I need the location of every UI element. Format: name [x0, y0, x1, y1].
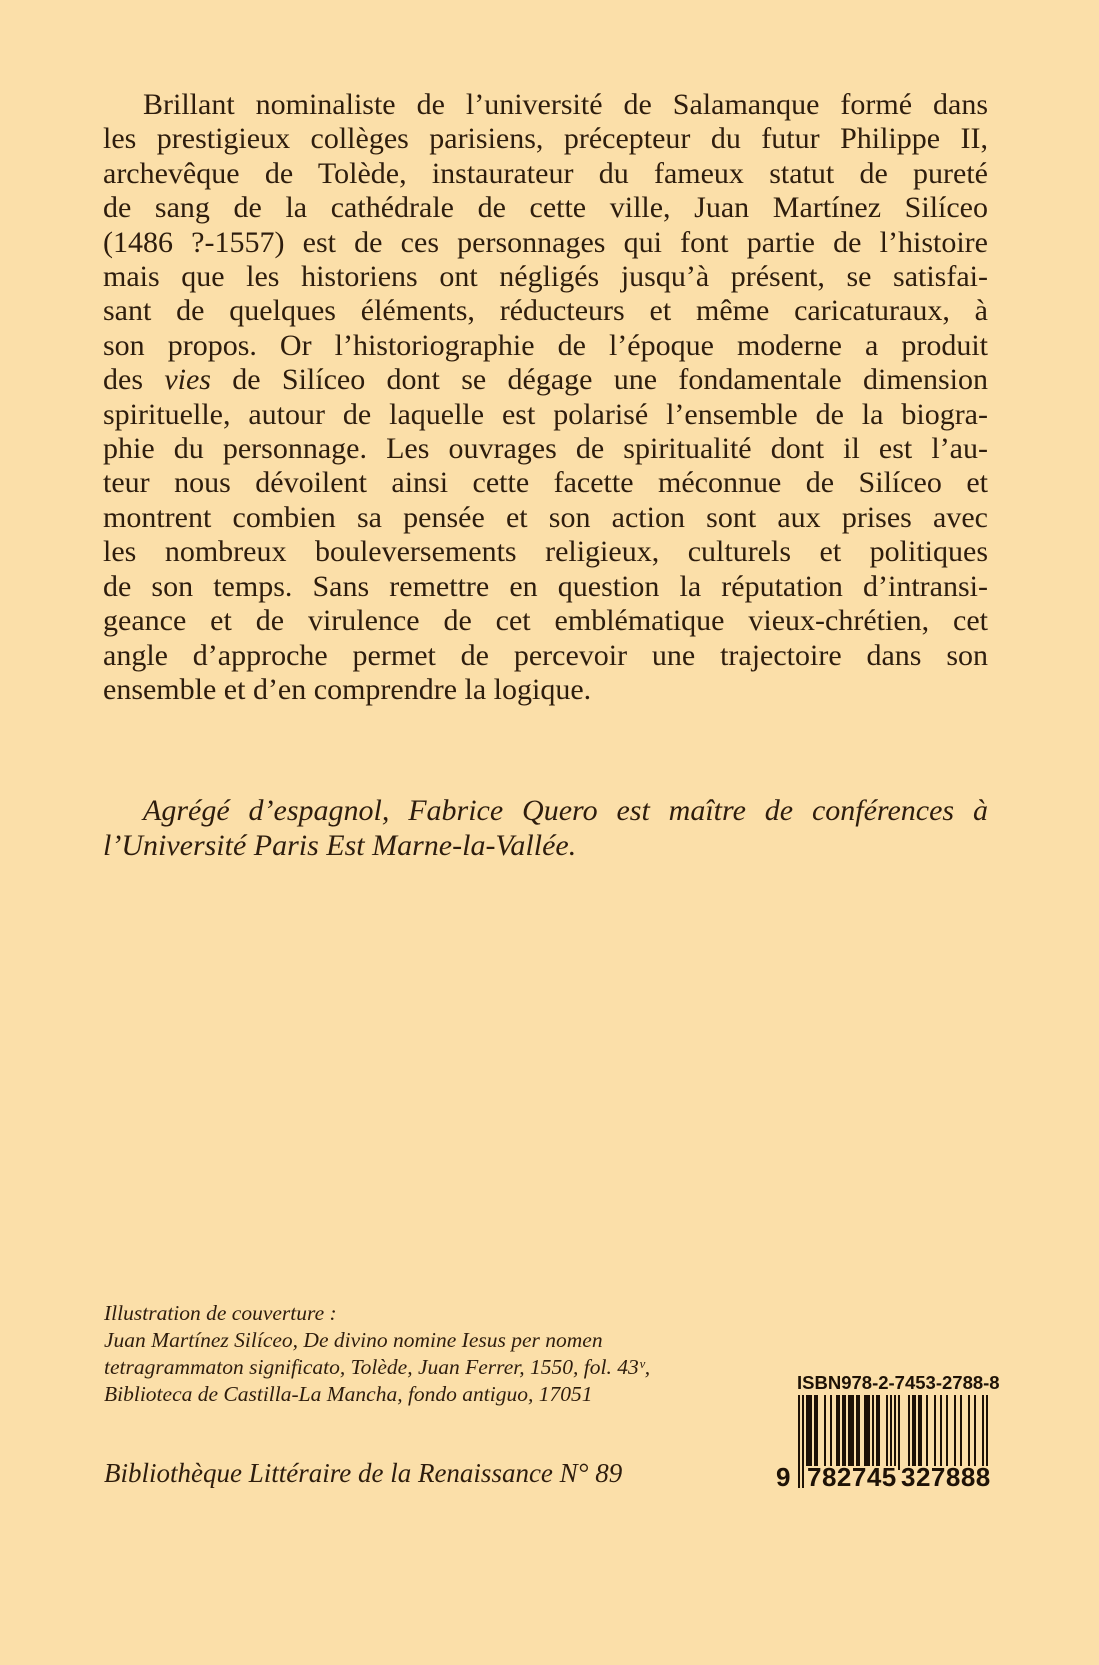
synopsis-line: mais que les historiens ont négligés jusqu’à présent, se satisfai- [103, 260, 988, 294]
synopsis-line: phie du personnage. Les ouvrages de spiritualité dont il est l’au- [103, 432, 988, 466]
credit-line: Biblioteca de Castilla-La Mancha, fondo antiguo, 17051 [104, 1382, 593, 1406]
synopsis-line: archevêque de Tolède, instaurateur du fameux statut de pureté [103, 156, 988, 190]
synopsis-line: spirituelle, autour de laquelle est polarisé l’ensemble de la biogra- [103, 397, 988, 431]
author-bio-line: l’Université Paris Est Marne-la-Vallée. [103, 829, 577, 862]
cover-illustration-credit [104, 1300, 764, 1408]
credit-line: Juan Martínez Silíceo, De divino nomine Iesus per nomen [104, 1328, 603, 1352]
synopsis-paragraph [103, 88, 988, 707]
synopsis-line: les prestigieux collèges parisiens, précepteur du futur Philippe II, [103, 122, 988, 156]
ean-barcode [776, 1395, 991, 1492]
synopsis-line: ensemble et d’en comprendre la logique. [103, 672, 592, 706]
synopsis-line: des vies de Silíceo dont se dégage une fondamentale dimension [103, 363, 988, 397]
ean-digits-right: 327888 [901, 1462, 991, 1492]
isbn-prefix: ISBN [797, 1372, 842, 1393]
synopsis-line: montrent combien sa pensée et son action sont aux prises avec [103, 500, 988, 534]
author-bio [103, 793, 988, 863]
synopsis-line: angle d’approche permet de percevoir une trajectoire dans son [103, 638, 988, 672]
synopsis-line: Brillant nominaliste de l’université de Salamanque formé dans [143, 88, 988, 121]
synopsis-line: (1486 ?-1557) est de ces personnages qui font partie de l’histoire [103, 225, 988, 259]
credit-line: Illustration de couverture : [104, 1301, 337, 1325]
series-title: Bibliothèque Littéraire de la Renaissance N° 89 [104, 1458, 623, 1488]
author-bio-line: Agrégé d’espagnol, Fabrice Quero est maître de conférences à [143, 794, 988, 827]
synopsis-line: son propos. Or l’historiographie de l’époque moderne a produit [103, 328, 988, 362]
synopsis-line: geance et de virulence de cet emblématique vieux-chrétien, cet [103, 604, 988, 638]
synopsis-line: teur nous dévoilent ainsi cette facette méconnue de Silíceo et [103, 466, 988, 500]
credit-line: tetragrammaton significato, Tolède, Juan Ferrer, 1550, fol. 43ᵛ, [104, 1355, 651, 1379]
synopsis-line: les nombreux bouleversements religieux, culturels et politiques [103, 535, 988, 569]
isbn-number: 978-2-7453-2788-8 [841, 1372, 1000, 1393]
ean-digits-left: 782745 [807, 1462, 897, 1492]
isbn-label [797, 1372, 1000, 1394]
synopsis-line: de son temps. Sans remettre en question la réputation d’intransi- [103, 569, 988, 603]
ean-digit-lead: 9 [776, 1462, 791, 1492]
synopsis-line: sant de quelques éléments, réducteurs et même caricaturaux, à [103, 294, 988, 328]
synopsis-line: de sang de la cathédrale de cette ville, Juan Martínez Silíceo [103, 191, 988, 225]
